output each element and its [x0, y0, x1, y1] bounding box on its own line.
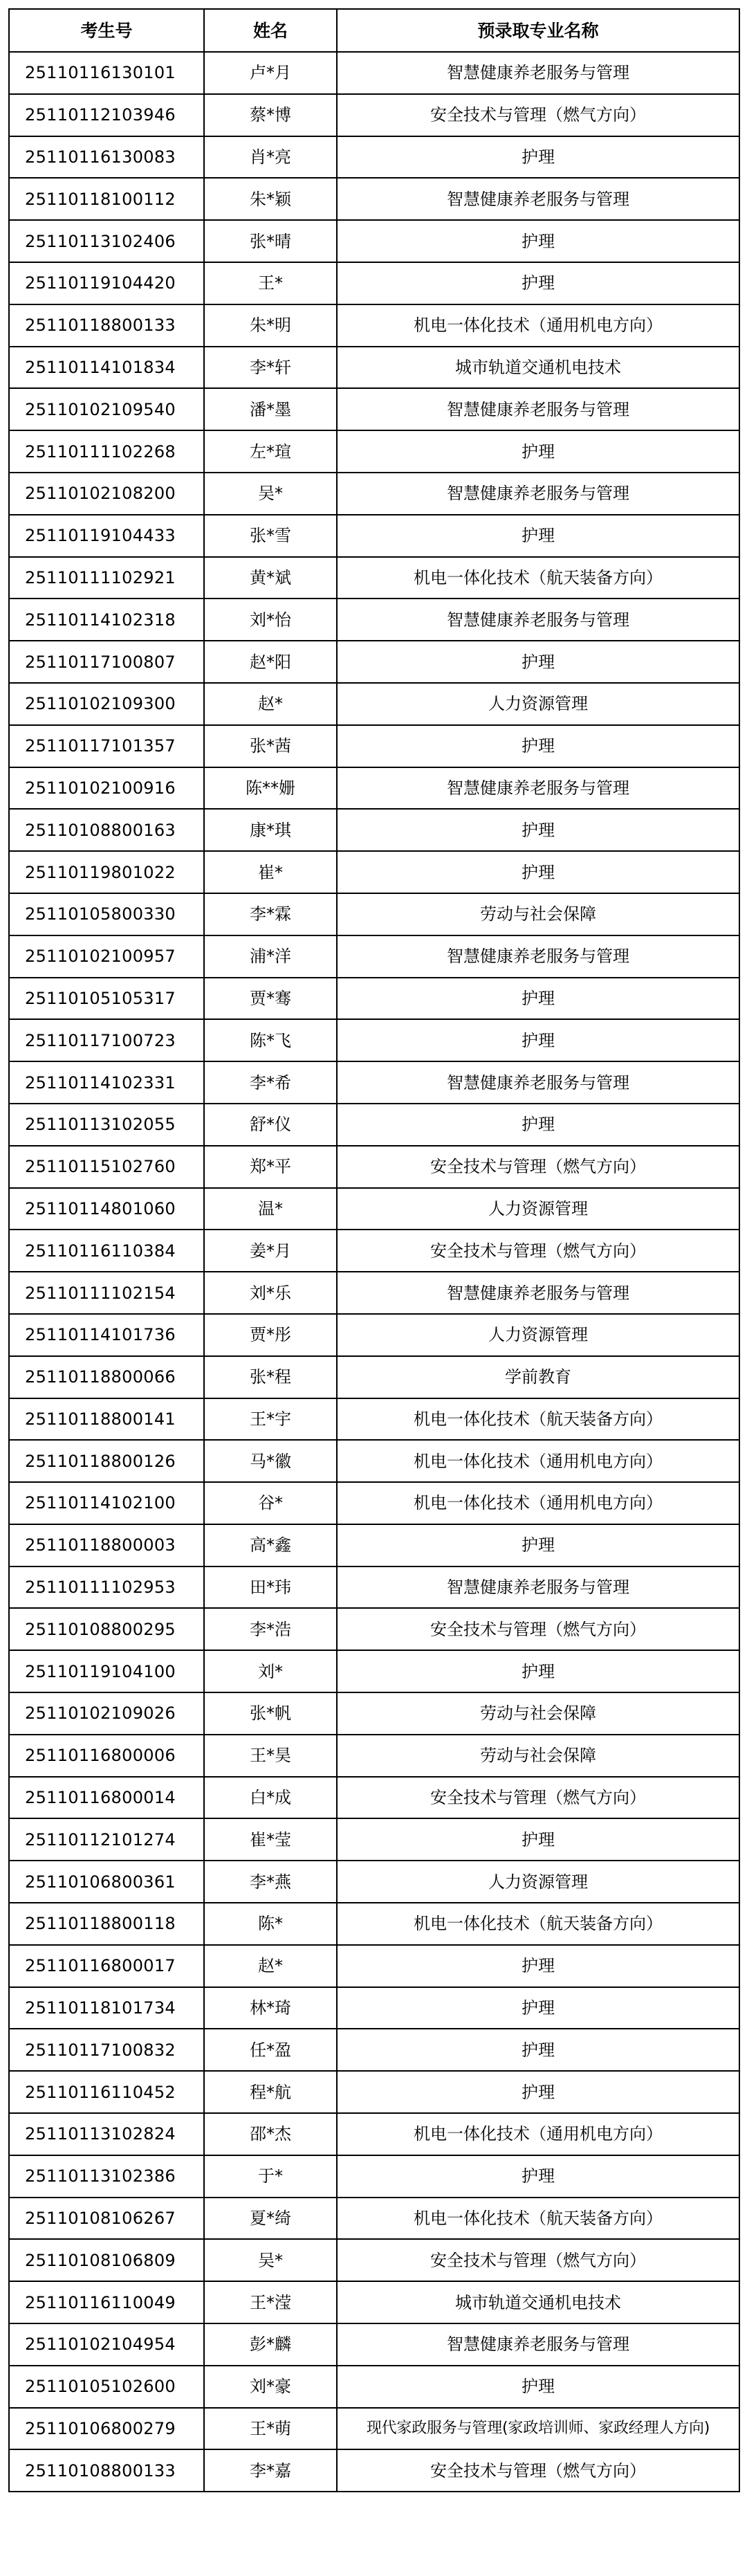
exam-id-cell: 25110105105317 — [9, 978, 204, 1020]
student-name-cell: 张*雪 — [204, 515, 337, 557]
major-cell: 护理 — [337, 1524, 739, 1566]
major-cell: 护理 — [337, 2071, 739, 2113]
student-name-cell: 温* — [204, 1188, 337, 1230]
table-row — [9, 1524, 739, 1566]
student-name-cell: 崔*莹 — [204, 1818, 337, 1861]
exam-id-cell: 25110114801060 — [9, 1188, 204, 1230]
exam-id-cell: 25110113102386 — [9, 2155, 204, 2198]
exam-id-cell: 25110119104433 — [9, 515, 204, 557]
table-row — [9, 978, 739, 1020]
exam-id-cell: 25110105102600 — [9, 2366, 204, 2408]
major-cell: 护理 — [337, 1019, 739, 1061]
exam-id-cell: 25110106800361 — [9, 1861, 204, 1903]
major-cell: 智慧健康养老服务与管理 — [337, 52, 739, 94]
exam-id-cell: 25110102104954 — [9, 2323, 204, 2366]
table-header — [9, 9, 739, 52]
table-body — [9, 52, 739, 2492]
table-row — [9, 1188, 739, 1230]
table-row — [9, 641, 739, 683]
exam-id-cell: 25110105800330 — [9, 893, 204, 935]
major-cell: 护理 — [337, 220, 739, 262]
header-name: 姓名 — [204, 9, 337, 52]
exam-id-cell: 25110116110049 — [9, 2281, 204, 2323]
major-cell: 城市轨道交通机电技术 — [337, 2281, 739, 2323]
major-cell: 护理 — [337, 430, 739, 473]
student-name-cell: 陈* — [204, 1903, 337, 1945]
major-cell: 智慧健康养老服务与管理 — [337, 388, 739, 430]
major-cell: 机电一体化技术（航天装备方向） — [337, 1398, 739, 1441]
student-name-cell: 张*帆 — [204, 1692, 337, 1735]
student-name-cell: 夏*绮 — [204, 2198, 337, 2240]
exam-id-cell: 25110117100807 — [9, 641, 204, 683]
exam-id-cell: 25110116110384 — [9, 1230, 204, 1272]
exam-id-cell: 25110119104420 — [9, 262, 204, 304]
table-row — [9, 94, 739, 136]
major-cell: 人力资源管理 — [337, 1188, 739, 1230]
student-name-cell: 蔡*博 — [204, 94, 337, 136]
exam-id-cell: 25110102109026 — [9, 1692, 204, 1735]
major-cell: 护理 — [337, 1818, 739, 1861]
exam-id-cell: 25110118800133 — [9, 304, 204, 347]
table-row — [9, 599, 739, 641]
student-name-cell: 刘*豪 — [204, 2366, 337, 2408]
table-row — [9, 2029, 739, 2071]
exam-id-cell: 25110114102318 — [9, 599, 204, 641]
table-row — [9, 1482, 739, 1524]
table-row — [9, 683, 739, 725]
major-cell: 人力资源管理 — [337, 1861, 739, 1903]
table-row — [9, 935, 739, 978]
table-row — [9, 893, 739, 935]
student-name-cell: 朱*明 — [204, 304, 337, 347]
student-name-cell: 于* — [204, 2155, 337, 2198]
table-row — [9, 1566, 739, 1609]
exam-id-cell: 25110114101834 — [9, 347, 204, 389]
student-name-cell: 姜*月 — [204, 1230, 337, 1272]
major-cell: 护理 — [337, 1987, 739, 2029]
major-cell: 智慧健康养老服务与管理 — [337, 1061, 739, 1104]
exam-id-cell: 25110114102100 — [9, 1482, 204, 1524]
exam-id-cell: 25110116110452 — [9, 2071, 204, 2113]
table-row — [9, 767, 739, 810]
student-name-cell: 张*茜 — [204, 725, 337, 767]
student-name-cell: 白*成 — [204, 1777, 337, 1819]
major-cell: 护理 — [337, 515, 739, 557]
exam-id-cell: 25110111102921 — [9, 557, 204, 599]
table-row — [9, 1019, 739, 1061]
student-name-cell: 程*航 — [204, 2071, 337, 2113]
table-row — [9, 178, 739, 220]
student-name-cell: 王*宇 — [204, 1398, 337, 1441]
student-name-cell: 谷* — [204, 1482, 337, 1524]
student-name-cell: 任*盈 — [204, 2029, 337, 2071]
exam-id-cell: 25110102108200 — [9, 473, 204, 515]
table-row — [9, 515, 739, 557]
exam-id-cell: 25110118800003 — [9, 1524, 204, 1566]
table-row — [9, 1061, 739, 1104]
exam-id-cell: 25110117100723 — [9, 1019, 204, 1061]
exam-id-cell: 25110108800295 — [9, 1608, 204, 1650]
table-row — [9, 1650, 739, 1692]
student-name-cell: 马*徽 — [204, 1440, 337, 1482]
table-row — [9, 1735, 739, 1777]
student-name-cell: 崔* — [204, 851, 337, 893]
table-row — [9, 1987, 739, 2029]
table-row — [9, 1692, 739, 1735]
student-name-cell: 卢*月 — [204, 52, 337, 94]
student-name-cell: 潘*墨 — [204, 388, 337, 430]
table-row — [9, 2239, 739, 2281]
exam-id-cell: 25110119104100 — [9, 1650, 204, 1692]
exam-id-cell: 25110119801022 — [9, 851, 204, 893]
student-name-cell: 张*晴 — [204, 220, 337, 262]
table-row — [9, 2323, 739, 2366]
student-name-cell: 贾*彤 — [204, 1314, 337, 1356]
major-cell: 人力资源管理 — [337, 683, 739, 725]
major-cell: 劳动与社会保障 — [337, 1735, 739, 1777]
student-name-cell: 舒*仪 — [204, 1104, 337, 1146]
major-cell: 护理 — [337, 1650, 739, 1692]
table-row — [9, 1861, 739, 1903]
exam-id-cell: 25110108800163 — [9, 809, 204, 851]
student-name-cell: 王*昊 — [204, 1735, 337, 1777]
student-name-cell: 张*程 — [204, 1356, 337, 1398]
table-row — [9, 430, 739, 473]
student-name-cell: 王* — [204, 262, 337, 304]
table-row — [9, 347, 739, 389]
student-name-cell: 吴* — [204, 2239, 337, 2281]
table-row — [9, 2113, 739, 2155]
exam-id-cell: 25110116130101 — [9, 52, 204, 94]
exam-id-cell: 25110116800017 — [9, 1945, 204, 1987]
table-row — [9, 1230, 739, 1272]
major-cell: 护理 — [337, 978, 739, 1020]
exam-id-cell: 25110114101736 — [9, 1314, 204, 1356]
major-cell: 护理 — [337, 136, 739, 179]
student-name-cell: 贾*骞 — [204, 978, 337, 1020]
major-cell: 护理 — [337, 2366, 739, 2408]
table-row — [9, 1818, 739, 1861]
major-cell: 劳动与社会保障 — [337, 1692, 739, 1735]
exam-id-cell: 25110112101274 — [9, 1818, 204, 1861]
student-name-cell: 朱*颖 — [204, 178, 337, 220]
table-row — [9, 1104, 739, 1146]
exam-id-cell: 25110102109540 — [9, 388, 204, 430]
table-row — [9, 2198, 739, 2240]
student-name-cell: 李*霖 — [204, 893, 337, 935]
student-name-cell: 康*琪 — [204, 809, 337, 851]
table-row — [9, 557, 739, 599]
table-row — [9, 1272, 739, 1314]
table-row — [9, 52, 739, 94]
student-name-cell: 王*萌 — [204, 2408, 337, 2450]
exam-id-cell: 25110118800141 — [9, 1398, 204, 1441]
student-name-cell: 刘* — [204, 1650, 337, 1692]
student-name-cell: 郑*平 — [204, 1146, 337, 1188]
major-cell: 现代家政服务与管理(家政培训师、家政经理人方向) — [337, 2408, 739, 2450]
student-name-cell: 李*浩 — [204, 1608, 337, 1650]
student-name-cell: 陈**姗 — [204, 767, 337, 810]
student-name-cell: 赵* — [204, 1945, 337, 1987]
exam-id-cell: 25110118101734 — [9, 1987, 204, 2029]
student-name-cell: 李*希 — [204, 1061, 337, 1104]
major-cell: 智慧健康养老服务与管理 — [337, 1272, 739, 1314]
table-row — [9, 1608, 739, 1650]
major-cell: 护理 — [337, 641, 739, 683]
table-row — [9, 1146, 739, 1188]
major-cell: 安全技术与管理（燃气方向） — [337, 1146, 739, 1188]
exam-id-cell: 25110118100112 — [9, 178, 204, 220]
student-name-cell: 李*轩 — [204, 347, 337, 389]
exam-id-cell: 25110118800066 — [9, 1356, 204, 1398]
major-cell: 机电一体化技术（航天装备方向） — [337, 2198, 739, 2240]
major-cell: 机电一体化技术（通用机电方向） — [337, 304, 739, 347]
exam-id-cell: 25110117100832 — [9, 2029, 204, 2071]
exam-id-cell: 25110118800126 — [9, 1440, 204, 1482]
major-cell: 护理 — [337, 1945, 739, 1987]
exam-id-cell: 25110116800006 — [9, 1735, 204, 1777]
major-cell: 护理 — [337, 725, 739, 767]
exam-id-cell: 25110108106267 — [9, 2198, 204, 2240]
major-cell: 护理 — [337, 851, 739, 893]
table-row — [9, 2449, 739, 2492]
table-row — [9, 136, 739, 179]
header-major: 预录取专业名称 — [337, 9, 739, 52]
exam-id-cell: 25110114102331 — [9, 1061, 204, 1104]
exam-id-cell: 25110106800279 — [9, 2408, 204, 2450]
table-row — [9, 2071, 739, 2113]
table-row — [9, 1356, 739, 1398]
table-row — [9, 388, 739, 430]
table-row — [9, 2366, 739, 2408]
student-name-cell: 左*瑄 — [204, 430, 337, 473]
exam-id-cell: 25110116130083 — [9, 136, 204, 179]
table-row — [9, 2155, 739, 2198]
table-row — [9, 2281, 739, 2323]
table-row — [9, 473, 739, 515]
major-cell: 人力资源管理 — [337, 1314, 739, 1356]
major-cell: 安全技术与管理（燃气方向） — [337, 1230, 739, 1272]
table-row — [9, 1903, 739, 1945]
exam-id-cell: 25110112103946 — [9, 94, 204, 136]
table-row — [9, 1314, 739, 1356]
student-name-cell: 刘*怡 — [204, 599, 337, 641]
student-name-cell: 彭*麟 — [204, 2323, 337, 2366]
major-cell: 安全技术与管理（燃气方向） — [337, 1777, 739, 1819]
student-name-cell: 吴* — [204, 473, 337, 515]
major-cell: 学前教育 — [337, 1356, 739, 1398]
major-cell: 安全技术与管理（燃气方向） — [337, 94, 739, 136]
major-cell: 劳动与社会保障 — [337, 893, 739, 935]
table-row — [9, 304, 739, 347]
major-cell: 机电一体化技术（通用机电方向） — [337, 1482, 739, 1524]
student-name-cell: 陈*飞 — [204, 1019, 337, 1061]
major-cell: 机电一体化技术（航天装备方向） — [337, 1903, 739, 1945]
table-row — [9, 2408, 739, 2450]
major-cell: 智慧健康养老服务与管理 — [337, 1566, 739, 1609]
major-cell: 机电一体化技术（通用机电方向） — [337, 1440, 739, 1482]
exam-id-cell: 25110108106809 — [9, 2239, 204, 2281]
table-row — [9, 220, 739, 262]
major-cell: 城市轨道交通机电技术 — [337, 347, 739, 389]
major-cell: 智慧健康养老服务与管理 — [337, 473, 739, 515]
admission-table — [8, 8, 740, 2492]
exam-id-cell: 25110102100916 — [9, 767, 204, 810]
student-name-cell: 刘*乐 — [204, 1272, 337, 1314]
student-name-cell: 邵*杰 — [204, 2113, 337, 2155]
header-exam-id: 考生号 — [9, 9, 204, 52]
major-cell: 机电一体化技术（通用机电方向） — [337, 2113, 739, 2155]
exam-id-cell: 25110113102406 — [9, 220, 204, 262]
header-row — [9, 9, 739, 52]
student-name-cell: 李*嘉 — [204, 2449, 337, 2492]
exam-id-cell: 25110102109300 — [9, 683, 204, 725]
major-cell: 机电一体化技术（航天装备方向） — [337, 557, 739, 599]
exam-id-cell: 25110117101357 — [9, 725, 204, 767]
student-name-cell: 高*鑫 — [204, 1524, 337, 1566]
exam-id-cell: 25110116800014 — [9, 1777, 204, 1819]
table-row — [9, 1398, 739, 1441]
exam-id-cell: 25110111102268 — [9, 430, 204, 473]
student-name-cell: 浦*洋 — [204, 935, 337, 978]
table-row — [9, 725, 739, 767]
student-name-cell: 王*滢 — [204, 2281, 337, 2323]
major-cell: 安全技术与管理（燃气方向） — [337, 2239, 739, 2281]
major-cell: 护理 — [337, 2029, 739, 2071]
student-name-cell: 李*燕 — [204, 1861, 337, 1903]
major-cell: 安全技术与管理（燃气方向） — [337, 2449, 739, 2492]
major-cell: 安全技术与管理（燃气方向） — [337, 1608, 739, 1650]
exam-id-cell: 25110115102760 — [9, 1146, 204, 1188]
exam-id-cell: 25110118800118 — [9, 1903, 204, 1945]
student-name-cell: 田*玮 — [204, 1566, 337, 1609]
student-name-cell: 林*琦 — [204, 1987, 337, 2029]
major-cell: 智慧健康养老服务与管理 — [337, 935, 739, 978]
exam-id-cell: 25110102100957 — [9, 935, 204, 978]
student-name-cell: 赵* — [204, 683, 337, 725]
major-cell: 护理 — [337, 809, 739, 851]
student-name-cell: 赵*阳 — [204, 641, 337, 683]
table-row — [9, 1777, 739, 1819]
major-cell: 护理 — [337, 2155, 739, 2198]
major-cell: 智慧健康养老服务与管理 — [337, 599, 739, 641]
admission-list-document — [8, 8, 739, 2492]
table-row — [9, 1945, 739, 1987]
exam-id-cell: 25110113102824 — [9, 2113, 204, 2155]
student-name-cell: 肖*亮 — [204, 136, 337, 179]
table-row — [9, 809, 739, 851]
major-cell: 智慧健康养老服务与管理 — [337, 178, 739, 220]
table-row — [9, 851, 739, 893]
exam-id-cell: 25110111102154 — [9, 1272, 204, 1314]
major-cell: 智慧健康养老服务与管理 — [337, 2323, 739, 2366]
exam-id-cell: 25110113102055 — [9, 1104, 204, 1146]
table-row — [9, 1440, 739, 1482]
table-row — [9, 262, 739, 304]
student-name-cell: 黄*斌 — [204, 557, 337, 599]
exam-id-cell: 25110111102953 — [9, 1566, 204, 1609]
major-cell: 护理 — [337, 262, 739, 304]
major-cell: 护理 — [337, 1104, 739, 1146]
major-cell: 智慧健康养老服务与管理 — [337, 767, 739, 810]
exam-id-cell: 25110108800133 — [9, 2449, 204, 2492]
